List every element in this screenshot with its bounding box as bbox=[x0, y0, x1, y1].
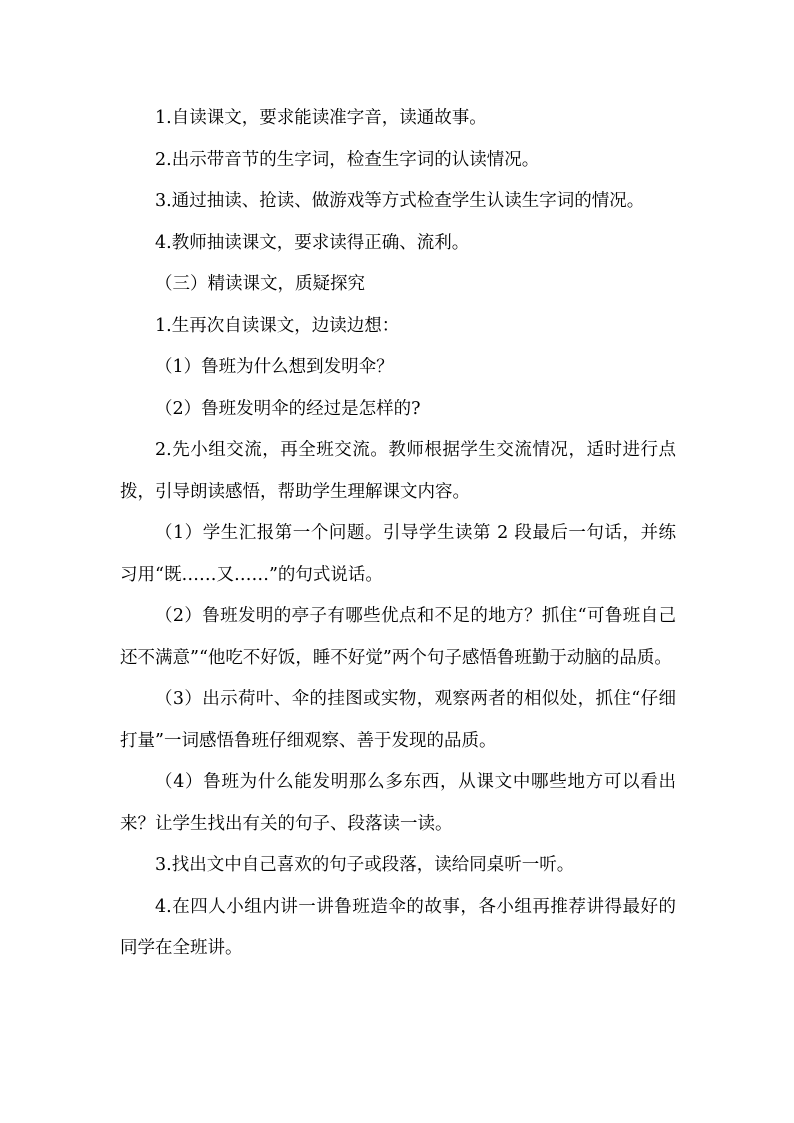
discussion-point-4: （4）鲁班为什么能发明那么多东西，从课文中哪些地方可以看出来？让学生找出有关的句子、段落读一读。 bbox=[120, 772, 676, 834]
section-heading: （三）精读课文，质疑探究 bbox=[155, 274, 365, 294]
paragraph-step-4: 4.教师抽读课文，要求读得正确、流利。 bbox=[155, 232, 470, 253]
paragraph-reread: 1.生再次自读课文，边读边想： bbox=[155, 315, 400, 336]
question-2: （2）鲁班发明伞的经过是怎样的? bbox=[155, 398, 421, 419]
paragraph-favorite-sentences: 3.找出文中自己喜欢的句子或段落，读给同桌听一听。 bbox=[155, 855, 575, 875]
discussion-point-3: （3）出示荷叶、伞的挂图或实物，观察两者的相似处，抓住“仔细打量”一词感悟鲁班仔细观察、善于发现的品质。 bbox=[120, 689, 676, 751]
paragraph-step-3: 3.通过抽读、抢读、做游戏等方式检查学生认读生字词的情况。 bbox=[155, 191, 645, 211]
paragraph-step-2: 2.出示带音节的生字词，检查生字词的认读情况。 bbox=[155, 149, 540, 170]
discussion-point-2: （2）鲁班发明的亭子有哪些优点和不足的地方？抓住“可鲁班自己还不满意”“他吃不好饭，睡不好觉”两个句子感悟鲁班勤于动脑的品质。 bbox=[120, 606, 676, 668]
paragraph-discussion: 2.先小组交流，再全班交流。教师根据学生交流情况，适时进行点拨，引导朗读感悟，帮助学生理解课文内容。 bbox=[120, 440, 676, 502]
discussion-point-1: （1）学生汇报第一个问题。引导学生读第 2 段最后一句话，并练习用“既……又……”的句式说话。 bbox=[120, 523, 676, 585]
paragraph-step-1: 1.自读课文，要求能读准字音，读通故事。 bbox=[155, 108, 487, 128]
document-body bbox=[120, 98, 676, 970]
question-1: （1）鲁班为什么想到发明伞？ bbox=[155, 357, 394, 377]
paragraph-group-storytelling: 4.在四人小组内讲一讲鲁班造伞的故事，各小组再推荐讲得最好的同学在全班讲。 bbox=[120, 896, 676, 958]
